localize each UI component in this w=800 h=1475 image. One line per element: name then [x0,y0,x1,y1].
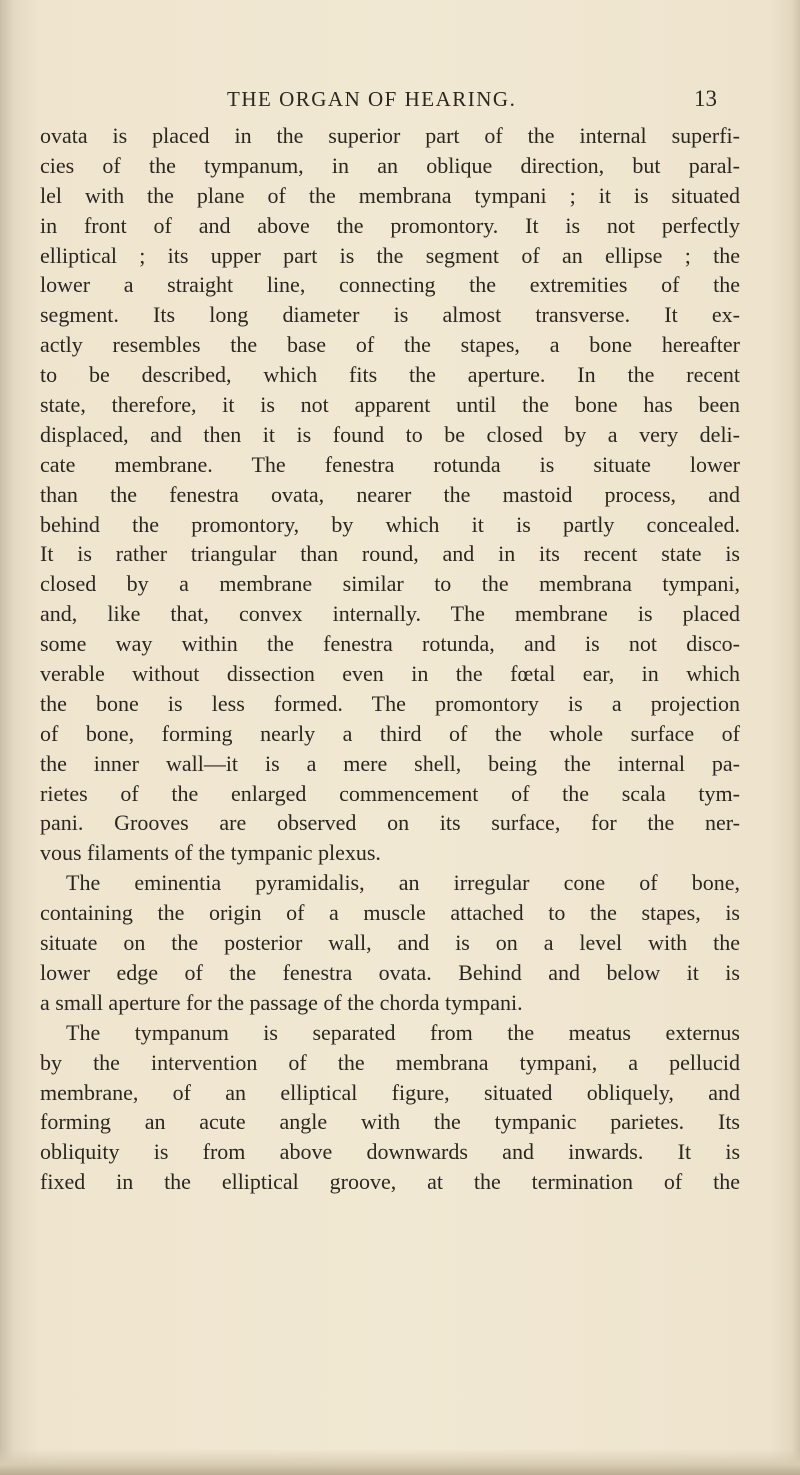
text-line: cies of the tympanum, in an oblique direction, but paral- [40,152,740,178]
text-line: than the fenestra ovata, nearer the mastoid process, and [40,481,740,507]
text-line: and, like that, convex internally. The membrane is placed [40,601,740,627]
paragraph-end-line: a small aperture for the passage of the chorda tympani. [40,989,523,1015]
text-line: behind the promontory, by which it is partly concealed. [40,511,740,537]
text-line: actly resembles the base of the stapes, a bone hereafter [40,332,740,358]
text-line: obliquity is from above downwards and inwards. It is [40,1139,740,1165]
text-line: state, therefore, it is not apparent until the bone has been [40,392,740,418]
text-line: segment. Its long diameter is almost transverse. It ex- [40,302,740,328]
running-title: THE ORGAN OF HEARING. [227,87,517,111]
text-line: It is rather triangular than round, and in its recent state is [40,541,740,567]
text-line: the bone is less formed. The promontory is a projection [40,690,740,716]
text-line: displaced, and then it is found to be closed by a very deli- [40,421,740,447]
text-line: fixed in the elliptical groove, at the termination of the [40,1169,740,1195]
text-line: cate membrane. The fenestra rotunda is situate lower [40,451,740,477]
text-line: containing the origin of a muscle attached to the stapes, is [40,900,740,926]
text-line: to be described, which fits the aperture. In the recent [40,362,740,388]
paragraph-start-line: The eminentia pyramidalis, an irregular cone of bone, [66,870,740,896]
body-text [40,121,740,1197]
text-line: of bone, forming nearly a third of the whole surface of [40,720,740,746]
text-line: rietes of the enlarged commencement of the scala tym- [40,780,740,806]
text-line: lower edge of the fenestra ovata. Behind and below it is [40,959,740,985]
page-header [0,84,800,114]
paragraph-end-line: vous filaments of the tympanic plexus. [40,840,381,866]
page-number: 13 [694,86,717,111]
text-line: elliptical ; its upper part is the segment of an ellipse ; the [40,242,740,268]
text-line: membrane, of an elliptical figure, situated obliquely, and [40,1079,740,1105]
text-line: by the intervention of the membrana tympani, a pellucid [40,1049,740,1075]
text-line: the inner wall—it is a mere shell, being the internal pa- [40,750,740,776]
text-line: verable without dissection even in the fœtal ear, in which [40,661,740,687]
text-line: situate on the posterior wall, and is on a level with the [40,930,740,956]
text-line: closed by a membrane similar to the membrana tympani, [40,571,740,597]
text-line: some way within the fenestra rotunda, and is not disco- [40,631,740,657]
text-line: lel with the plane of the membrana tympani ; it is situated [40,182,740,208]
page-bottom-edge [0,1449,800,1475]
text-line: ovata is placed in the superior part of the internal superfi- [40,123,740,148]
text-line: pani. Grooves are observed on its surface, for the ner- [40,810,740,836]
text-line: in front of and above the promontory. It is not perfectly [40,212,740,238]
text-line: forming an acute angle with the tympanic parietes. Its [40,1109,740,1135]
paragraph-start-line: The tympanum is separated from the meatus externus [66,1019,740,1045]
text-line: lower a straight line, connecting the extremities of the [40,272,740,298]
